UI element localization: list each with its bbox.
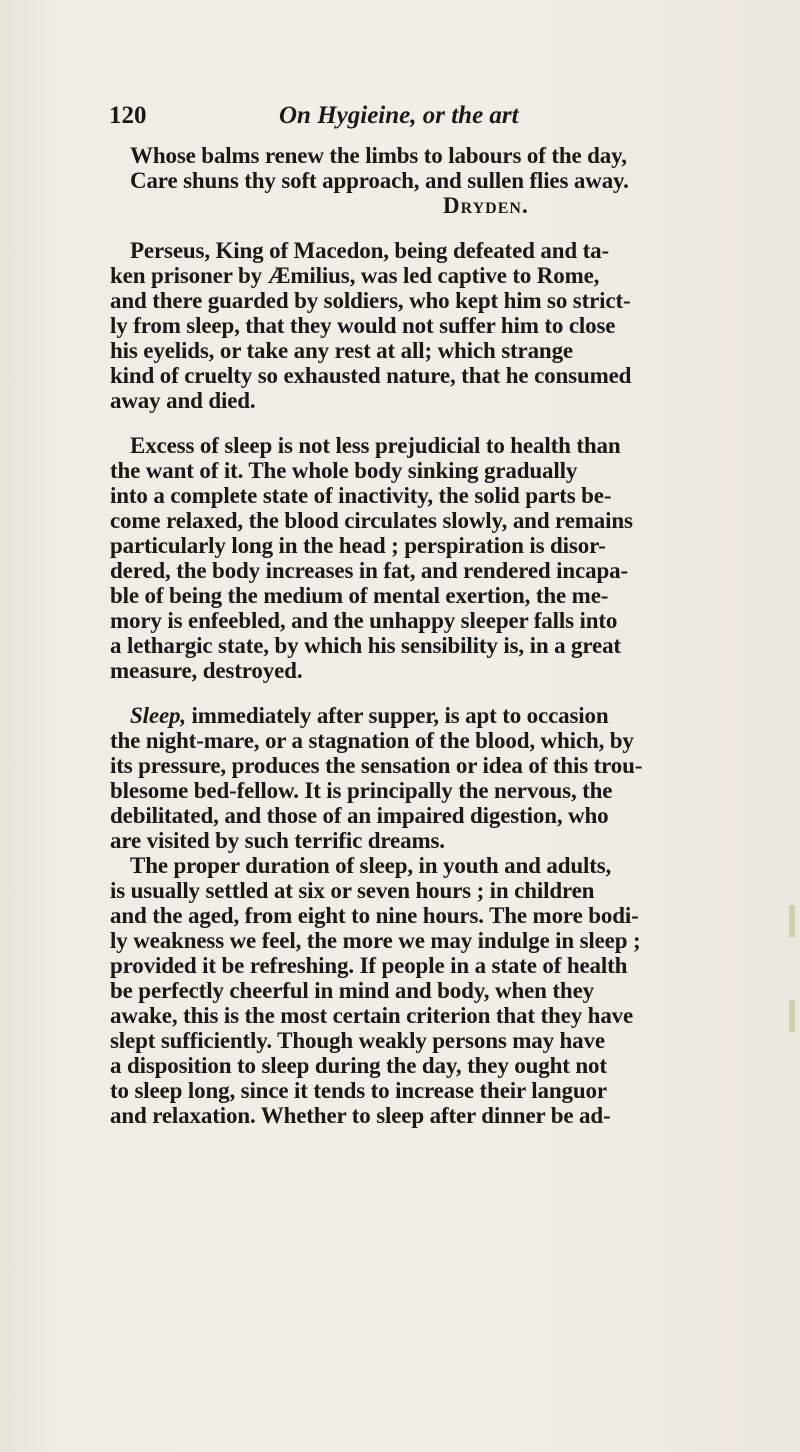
paragraph-excess-of-sleep [110, 433, 730, 683]
text-line: awake, this is the most certain criterion that they have [110, 1003, 634, 1028]
page-number: 120 [109, 102, 147, 129]
text-line: mory is enfeebled, and the unhappy sleeper falls into [110, 608, 618, 633]
page-edge-mark [789, 905, 795, 937]
text-line: debilitated, and those of an impaired digestion, who [110, 803, 609, 828]
body-text [110, 143, 730, 1128]
text-line: provided it be refreshing. If people in a state of health [110, 953, 628, 978]
text-line: and the aged, from eight to nine hours. The more bodi- [110, 903, 639, 928]
verse-line-1: Whose balms renew the limbs to labours of the day, [130, 143, 627, 168]
running-head: On Hygieine, or the art [279, 102, 519, 129]
text-line: away and died. [110, 388, 256, 413]
text-line: Perseus, King of Macedon, being defeated and ta- [130, 238, 609, 263]
paragraph-duration-of-sleep [110, 853, 730, 1128]
text-line: kind of cruelty so exhausted nature, that he consumed [110, 363, 632, 388]
paragraph-perseus [110, 238, 730, 413]
text-line: into a complete state of inactivity, the solid parts be- [110, 483, 612, 508]
text-line: to sleep long, since it tends to increase their languor [110, 1078, 607, 1103]
text-line: his eyelids, or take any rest at all; which strange [110, 338, 573, 363]
text-line: and there guarded by soldiers, who kept him so strict- [110, 288, 631, 313]
text-line: measure, destroyed. [110, 658, 303, 683]
text-line: a lethargic state, by which his sensibility is, in a great [110, 633, 621, 658]
text-line: and relaxation. Whether to sleep after dinner be ad- [110, 1103, 611, 1128]
text-line: is usually settled at six or seven hours ; in children [110, 878, 595, 903]
text-line-rest: immediately after supper, is apt to occasion [185, 703, 609, 728]
text-line: the want of it. The whole body sinking gradually [110, 458, 578, 483]
paragraph-sleep-after-supper [110, 703, 730, 853]
text-line: The proper duration of sleep, in youth and adults, [130, 853, 612, 878]
text-line: the night-mare, or a stagnation of the blood, which, by [110, 728, 634, 753]
text-line: come relaxed, the blood circulates slowly, and remains [110, 508, 633, 533]
text-line [110, 703, 730, 728]
text-line: ken prisoner by Æmilius, was led captive to Rome, [110, 263, 600, 288]
text-line: are visited by such terrific dreams. [110, 828, 445, 853]
text-line: its pressure, produces the sensation or idea of this trou- [110, 753, 643, 778]
text-line: particularly long in the head ; perspiration is disor- [110, 533, 606, 558]
text-line: Excess of sleep is not less prejudicial to health than [130, 433, 621, 458]
text-line: dered, the body increases in fat, and rendered incapa- [110, 558, 628, 583]
text-line: ly weakness we feel, the more we may indulge in sleep ; [110, 928, 641, 953]
text-line: be perfectly cheerful in mind and body, when they [110, 978, 594, 1003]
page-header [109, 96, 709, 136]
italic-word-sleep: Sleep, [130, 703, 186, 728]
text-line: blesome bed-fellow. It is principally the nervous, the [110, 778, 613, 803]
text-line: ly from sleep, that they would not suffer him to close [110, 313, 616, 338]
text-line: ble of being the medium of mental exertion, the me- [110, 583, 609, 608]
text-line: a disposition to sleep during the day, they ought not [110, 1053, 607, 1078]
verse-line-2: Care shuns thy soft approach, and sullen flies away. [130, 168, 629, 193]
verse-attribution: Dryden. [443, 193, 529, 218]
page-edge-mark [789, 1000, 795, 1032]
text-line: slept sufficiently. Though weakly persons may have [110, 1028, 605, 1053]
